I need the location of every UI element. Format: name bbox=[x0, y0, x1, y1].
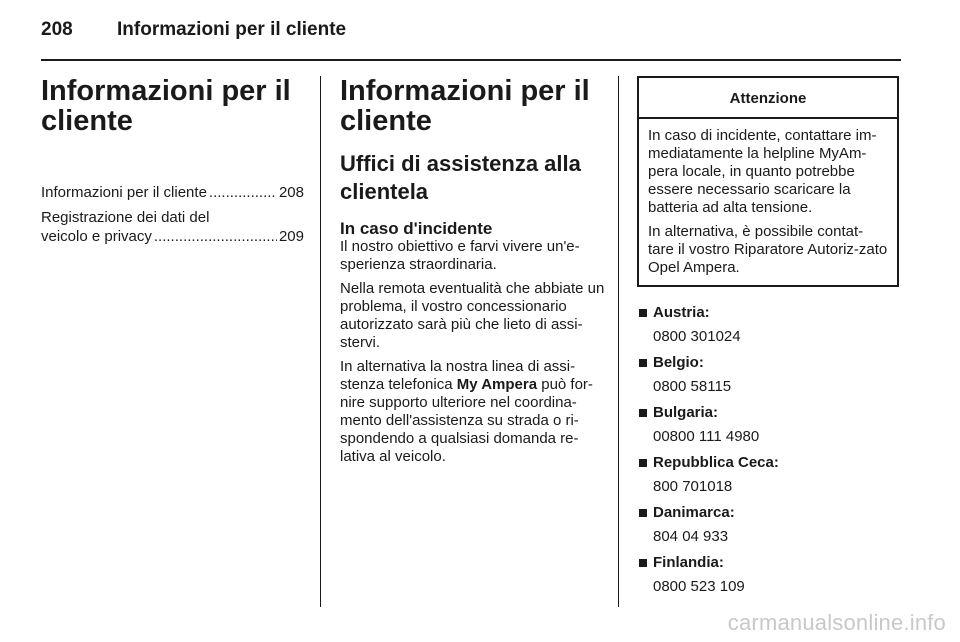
section-heading: Informazioni per il cliente bbox=[340, 75, 590, 137]
body-text: In alternativa la nostra linea di assi-stenza telefonica bbox=[340, 358, 576, 393]
body-paragraph: Nella remota eventualità che abbiate un problema, il vostro concessionario autorizzato sarà più che lieto di assi-stervi. bbox=[340, 280, 605, 351]
main-column bbox=[340, 76, 605, 472]
toc-entry-label: Informazioni per il cliente bbox=[41, 184, 207, 201]
toc-dot-leader bbox=[154, 227, 277, 246]
column-divider bbox=[320, 76, 321, 607]
brand-name: My Ampera bbox=[456, 376, 538, 393]
column-divider bbox=[618, 76, 619, 607]
topic-heading: In caso d'incidente bbox=[340, 219, 493, 238]
list-item bbox=[637, 454, 899, 496]
toc-dot-leader bbox=[209, 183, 277, 202]
list-item bbox=[637, 354, 899, 396]
square-bullet-icon bbox=[639, 559, 647, 567]
chapter-heading: Informazioni per il cliente bbox=[41, 75, 291, 137]
list-item bbox=[637, 504, 899, 546]
country-name: Finlandia: bbox=[653, 554, 724, 571]
running-header-title: Informazioni per il cliente bbox=[117, 19, 347, 40]
square-bullet-icon bbox=[639, 309, 647, 317]
list-item bbox=[637, 404, 899, 446]
square-bullet-icon bbox=[639, 359, 647, 367]
phone-number: 0800 523 109 bbox=[653, 578, 745, 595]
square-bullet-icon bbox=[639, 409, 647, 417]
watermark: carmanualsonline.info bbox=[727, 610, 946, 635]
toc-entry-page: 209 bbox=[278, 228, 304, 245]
country-name: Danimarca: bbox=[653, 504, 735, 521]
country-name: Bulgaria: bbox=[653, 404, 719, 421]
toc-entry-label-cont: veicolo e privacy bbox=[41, 228, 152, 245]
phone-number: 0800 58115 bbox=[653, 378, 732, 395]
phone-number: 800 701018 bbox=[653, 478, 733, 495]
right-column bbox=[637, 76, 899, 604]
list-item bbox=[637, 554, 899, 596]
toc-column bbox=[41, 76, 304, 252]
country-name: Austria: bbox=[653, 304, 710, 321]
subsection-heading: Uffici di assistenza alla clientela bbox=[340, 151, 581, 204]
country-list bbox=[637, 304, 899, 596]
country-name: Belgio: bbox=[653, 354, 704, 371]
page-number: 208 bbox=[41, 19, 73, 40]
phone-number: 804 04 933 bbox=[653, 528, 729, 545]
warning-body bbox=[639, 119, 897, 285]
warning-paragraph: In alternativa, è possibile contat-tare il vostro Riparatore Autoriz-zato Opel Ampera. bbox=[648, 223, 888, 276]
body-paragraph bbox=[340, 358, 605, 466]
table-of-contents bbox=[41, 183, 304, 246]
warning-title: Attenzione bbox=[639, 78, 897, 119]
body-paragraph: Il nostro obiettivo e farvi vivere un'e-sperienza straordinaria. bbox=[340, 238, 580, 273]
square-bullet-icon bbox=[639, 509, 647, 517]
country-name: Repubblica Ceca: bbox=[653, 454, 779, 471]
body-text: può for-nire supporto ulteriore nel coordina-mento dell'assistenza su strada o ri-spondendo a qualsiasi domanda re-lativa al veicolo. bbox=[340, 376, 593, 465]
toc-entry-label: Registrazione dei dati del bbox=[41, 209, 210, 226]
header-rule bbox=[41, 59, 901, 61]
square-bullet-icon bbox=[639, 459, 647, 467]
toc-entry-page: 208 bbox=[278, 184, 304, 201]
toc-entry[interactable] bbox=[41, 208, 304, 246]
toc-entry[interactable] bbox=[41, 183, 304, 202]
phone-number: 0800 301024 bbox=[653, 328, 741, 345]
warning-box bbox=[637, 76, 899, 287]
phone-number: 00800 111 4980 bbox=[653, 428, 760, 445]
warning-paragraph: In caso di incidente, contattare im-mediatamente la helpline MyAm-pera locale, in quanto potrebbe essere necessario scaricare la batteria ad alta tensione. bbox=[648, 127, 877, 216]
list-item bbox=[637, 304, 899, 346]
